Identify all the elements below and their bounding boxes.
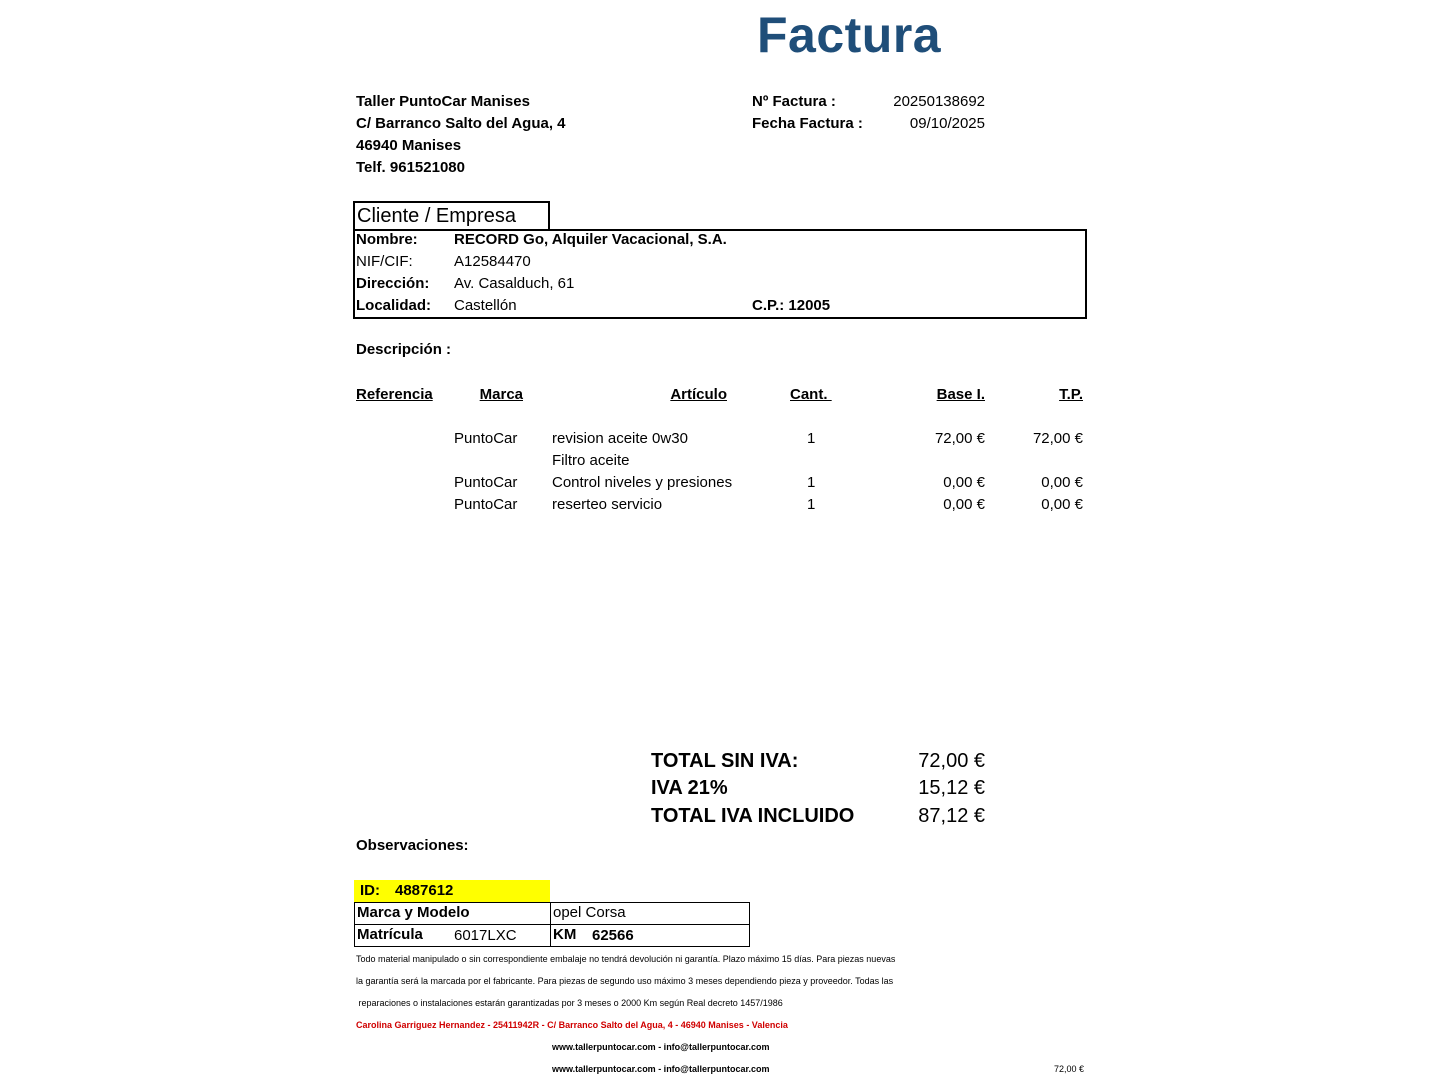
client-name-label: Nombre: [356,231,418,248]
vat-value: 15,12 € [918,777,985,799]
vehicle-id-label: ID: [360,882,380,899]
row-article: Control niveles y presiones [552,474,733,491]
row-qty: 1 [807,430,816,447]
row-article: revision aceite 0w30 [552,430,688,447]
client-address-label: Dirección: [356,275,430,292]
page-total: 72,00 € [1053,1064,1084,1074]
total-label: TOTAL IVA INCLUIDO [651,805,855,827]
total-value: 87,12 € [918,805,985,827]
invoice-date-value: 09/10/2025 [909,115,985,132]
col-header-article: Artículo [670,386,727,403]
client-nif-label: NIF/CIF: [356,253,413,270]
invoice-number-label: Nº Factura : [752,93,836,110]
col-header-qty: Cant. [790,386,832,403]
row-brand: PuntoCar [454,496,518,513]
issuer-address: C/ Barranco Salto del Agua, 4 [356,115,566,132]
issuer-city: 46940 Manises [356,137,462,154]
description-label: Descripción : [356,341,452,358]
client-address-value: Av. Casalduch, 61 [454,275,575,292]
terms-line-2: la garantía será la marcada por el fabricante. Para piezas de segundo uso máximo 3 meses dependiendo pieza y proveedor. Todas las [356,976,894,986]
subtotal-label: TOTAL SIN IVA: [651,750,799,772]
row-qty: 1 [807,474,816,491]
vehicle-id-value: 4887612 [395,882,454,899]
invoice-date-label: Fecha Factura : [752,115,863,132]
issuer-name: Taller PuntoCar Manises [356,93,530,110]
client-locality-label: Localidad: [356,297,432,314]
client-heading: Cliente / Empresa [357,205,516,227]
client-name-value: RECORD Go, Alquiler Vacacional, S.A. [454,231,727,248]
row-base: 0,00 € [943,496,985,513]
col-header-total: T.P. [1059,386,1083,403]
client-locality-value: Castellón [454,297,517,314]
row-article: Filtro aceite [552,452,630,469]
vehicle-plate-value: 6017LXC [454,927,517,944]
vehicle-model-value: opel Corsa [550,902,750,925]
web-line-1[interactable]: www.tallerpuntocar.com - info@tallerpuntocar.com [552,1042,770,1052]
row-brand: PuntoCar [454,474,518,491]
row-brand: PuntoCar [454,430,518,447]
row-base: 72,00 € [934,430,985,447]
observations-label: Observaciones: [356,837,469,854]
vat-label: IVA 21% [651,777,728,799]
row-qty: 1 [807,496,816,513]
col-header-brand: Marca [479,386,523,403]
issuer-phone: Telf. 961521080 [356,159,465,176]
vehicle-plate-label: Matrícula [354,924,551,947]
row-article: reserteo servicio [552,496,663,513]
vehicle-km-value: 62566 [592,927,634,944]
col-header-base: Base I. [936,386,985,403]
terms-line-3: reparaciones o instalaciones estarán garantizadas por 3 meses o 2000 Km según Real decreto 1457/1986 [356,998,783,1008]
invoice-title: Factura [757,7,942,63]
vehicle-model-label: Marca y Modelo [354,902,551,925]
invoice-number-value: 20250138692 [893,93,985,110]
vehicle-km-label: KM [550,924,750,947]
terms-line-1: Todo material manipulado o sin correspondiente embalaje no tendrá devolución ni garantía. Plazo máximo 15 días. Para piezas nuevas [356,954,896,964]
row-base: 0,00 € [943,474,985,491]
client-postal-code: C.P.: 12005 [752,297,831,314]
row-total: 72,00 € [1032,430,1083,447]
client-nif-value: A12584470 [454,253,531,270]
web-line-2[interactable]: www.tallerpuntocar.com - info@tallerpuntocar.com [552,1064,770,1074]
owner-line: Carolina Garriguez Hernandez - 25411942R - C/ Barranco Salto del Agua, 4 - 46940 Manises - Valencia [356,1020,788,1030]
subtotal-value: 72,00 € [918,750,985,772]
row-total: 0,00 € [1041,474,1083,491]
row-total: 0,00 € [1041,496,1083,513]
col-header-reference: Referencia [356,386,433,403]
